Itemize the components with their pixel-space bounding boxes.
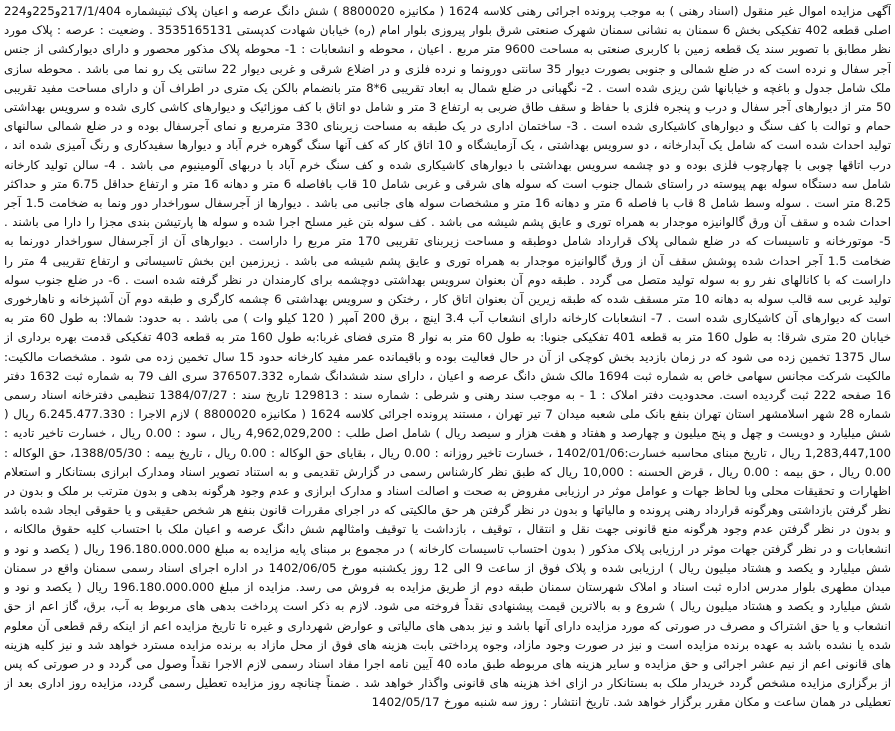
auction-notice-page bbox=[4, 2, 891, 729]
auction-notice-body: آگهی مزایده اموال غیر منقول (اسناد رهنی ) به موجب پرونده اجرائی رهنی کلاسه 1624 ( مکانیزه 8800020 ) شش دانگ عرصه و اعیان پلاک ثبتیشماره 217/1/404و225و224 اصلی قطعه 402 تفکیکی بخش 6 سمنان به نشانی سمنان شهرک صنعتی شرق بلوار پیروزی بلوار امام (ره) خیابان شهادت کدپستی 3535165131 . وضعیت : عرصه : پلاک مورد نظر مطابق با تصویر سند یک قطعه زمین با کاربری صنعتی به مساحت 9600 متر مربع . اعیان ، محوطه و انشعابات : 1- محوطه پلاک مذکور محصور و دارای دیوارکشی از جنس آجر سفال و نرده است که در ضلع شمالی و جنوبی بصورت دیوار 35 سانتی دورونما و نرده فلزی و در اضلاع شرقی و غربی دیوار 22 سانتی یک رو نما می باشد . محوطه سازی ملک شامل جدول و باغچه و خیابانها شن ریزی شده است . 2- نگهبانی در ضلع شمال به ابعاد تقریبی 6*8 متر بانضمام بالکن یک متری در اطراف آن و دارای مساحت مفید تقریبی 50 متر از دیوارهای آجر سفال و درب و پنجره فلزی با حفاظ و سقف طاق ضربی به ارتفاع 3 متر و شامل دو اتاق با کف موزائیک و دیوارهای کاشی کاری شده و سرویس بهداشتی حمام و توالت با کف سنگ و دیوارهای کاشیکاری شده است . 3- ساختمان اداری در یک طبقه به مساحت زیربنای 330 مترمربع و نمای آجرسفال بوده و در ضلع شمالی سالنهای تولید احداث شده است که شامل یک آبدارخانه ، دو سرویس بهداشتی ، یک آزمایشگاه و 10 اتاق کار که کف آنها سنگ گوهره خرم آباد و دیوارها سفیدکاری و رنگ آمیزی شده اند ، درب اتاقها چوبی با چهارچوب فلزی بوده و دو چشمه سرویس بهداشتی با دیوارهای کاشیکاری شده و کف سنگ خرم آباد با دربهای آلومینیوم می باشد . 4- سالن تولید کارخانه شامل سه دستگاه سوله بهم پیوسته در راستای شمال جنوب است که سوله های شرقی و غربی شامل 10 قاب بافاصله 6 متر و دهانه 16 متر و ارتفاع حداقل 6.75 متر و حداکثر 8.25 متر است . سوله وسط شامل 8 قاب با فاصله 6 متر و دهانه 16 متر و مشخصات سوله های جانبی می باشد . دیوارها از آجرسفال سوراخدار دور ونما به ضخامت 1.5 آجر احداث شده و سقف آن ورق گالوانیزه موجدار به همراه توری و عایق پشم شیشه می باشد . کف سوله بتن غیر مسلح اجرا شده و سوله ها پارتیشن بندی مجزا را دارا می باشند . 5- موتورخانه و تاسیسات که در ضلع شمالی پلاک قرارداد شامل دوطبقه و مساحت زیربنای تقریبی 170 متر مربع را داراست . دیوارهای آن از آجرسفال سوراخدار دورنما به ضخامت 1.5 آجر احداث شده پوشش سقف آن از ورق گالوانیزه موجدار به همراه توری و عایق پشم شیشه می باشد . زیرزمین این بخش تاسیساتی و ارتفاع تقریبی 4 متر را داراست که با کانالهای نفر رو به سوله تولید متصل می گردد . طبقه دوم آن بعنوان سرویس بهداشتی دوچشمه برای کارمندان در نظر گرفته شده است . 6- در ضلع جنوب سوله تولید غربی سه قالب سوله به دهانه 10 متر مسقف شده که طبقه زیرین آن بعنوان اتاق کار ، رختکن و سرویس بهداشتی 6 چشمه کارگری و طبقه دوم آن آشپزخانه و ناهارخوری است که دیوارهای آن کاشیکاری شده است . 7- انشعابات کارخانه دارای انشعاب آب 3.4 اینچ ، برق 200 آمپر ( 120 کیلو وات ) می باشد . به حدود: شمالا: به طول 60 متر به خیابان 20 متری شرقا: به طول 160 متر به قطعه 401 تفکیکی جنوبا: به طول 60 متر به نوار 8 متری فضای غربا:به طول 160 متر به قطعه 403 تفکیکی قدمت بهره برداری از سال 1375 تخمین زده می شود که در زمان بازدید بخش کوچکی از آن در حال فعالیت بوده و باقیمانده عمر مفید کارخانه حدود 15 سال تخمین زده می شود . مشخصات مالکیت: مالکیت شرکت مجانس سهامی خاص به شماره ثبت 1694 مالک شش دانگ عرصه و اعیان ، دارای سند ششدانگ شماره 376507.332 سری الف 79 به شماره ثبت 1632 دفتر 16 صفحه 222 ثبت گردیده است. محدودیت دفتر املاک : 1 - به موجب سند رهنی و شرطی : شماره سند : 129813 تاریخ سند : 1384/07/27 تنظیمی دفترخانه اسناد رسمی شماره 28 شهر اسلامشهر استان تهران بنفع بانک ملی شعبه میدان 7 تیر تهران ، مستند پرونده اجرائی کلاسه 1624 ( مکانیزه 8800020 ) لازم الاجرا : 6.245.477.330 ریال ( شش میلیارد و دویست و چهل و پنج میلیون و چهارصد و هفتاد و هفت هزار و سیصد ریال ) شامل اصل طلب : 4,962,029,200 ریال ، سود : 0.00 ریال ، خسارت تاخیر تادیه : 1,283,447,100 ریال ، تاریخ مبنای محاسبه خسارت:1402/01/06 ، خسارت تاخیر روزانه : 0.00 ریال ، بقایای حق الوکاله : 0.00 ریال ، تاریخ بیمه : 1388/05/30، حق الوکاله : 0.00 ریال ، حق بیمه : 0.00 ریال ، قرض الحسنه : 10,000 ریال که طبق نظر کارشناس رسمی در گزارش تقدیمی و به استناد تصویر اسناد ومدارک ابرازی بستانکار و استعلام اظهارات و تحقیقات محلی وبا لحاظ جهات و عوامل موثر در ارزیابی مفروض به صحت و اصالت اسناد و مدارک ابرازی و عدم وجود هرگونه بدهی و بدون مترتب بر ملک و بدون در نظر گرفتن بازداشتی وهرگونه قرارداد رهنی پرونده و مالیاتها و بدون در نظر گرفتن هر حق مالکیتی که در اجرای مقررات قانون بنفع هر شخص حقیقی و یا حقوقی ایجاد شده باشد و بدون در نظر گرفتن عدم وجود هرگونه منع قانونی جهت نقل و انتقال ، توقیف ، بازداشت یا توقیف وامثالهم شش دانگ عرصه و اعیان ملک با احتساب کلیه حقوق مالکانه ، انشعابات و در نظر گرفتن جهات موثر در ارزیابی پلاک مذکور ( بدون احتساب تاسیسات کارخانه ) در مجموع بر مبنای پایه مزایده به مبلغ 196.180.000.000 ریال ( یکصد و نود و شش میلیارد و یکصد و هشتاد میلیون ریال ) ارزیابی شده و پلاک فوق از ساعت 9 الی 12 روز یکشنبه مورخ 1402/06/05 در اداره اجرای اسناد رسمی سمنان واقع در سمنان میدان مطهری بلوار مدرس اداره ثبت اسناد و املاک شهرستان سمنان طبقه دوم از طریق مزایده به فروش می رسد. مزایده از مبلغ 196.180.000.000 ریال ( یکصد و نود و شش میلیارد و یکصد و هشتاد میلیون ریال ) شروع و به بالاترین قیمت پیشنهادی نقداً فروخته می شود. لازم به ذکر است پرداخت بدهی های مربوط به آب، برق، گاز اعم از حق انشعاب و یا حق اشتراک و مصرف در صورتی که مورد مزایده دارای آنها باشد و نیز بدهی های مالیاتی و عوارض شهرداری و غیره تا تاریخ مزایده اعم از اینکه رقم قطعی آن معلوم شده یا نشده باشد به عهده برنده مزایده است و نیز در صورت وجود مازاد، وجوه پرداختی بابت هزینه های فوق از محل مازاد به برنده مزایده مسترد خواهد شد و نیز کلیه هزینه های قانونی اعم از نیم عشر اجرائی و حق مزایده و سایر هزینه های مربوطه طبق ماده 40 آیین نامه اجرا مفاد اسناد رسمی لازم الاجرا نقداً وصول می گردد و در صورتی که پس از برگزاری مزایده مشخص گردد خریدار ملک به بستانکار در ازای اخذ هزینه های قانونی واگذار خواهد شد . ضمناً چنانچه روز مزایده تعطیل رسمی گردد، مزایده روز اداری بعد از تعطیلی در همان ساعت و مکان مقرر برگزار خواهد شد. تاریخ انتشار : روز سه شنبه مورخ 1402/05/17 bbox=[4, 4, 891, 710]
